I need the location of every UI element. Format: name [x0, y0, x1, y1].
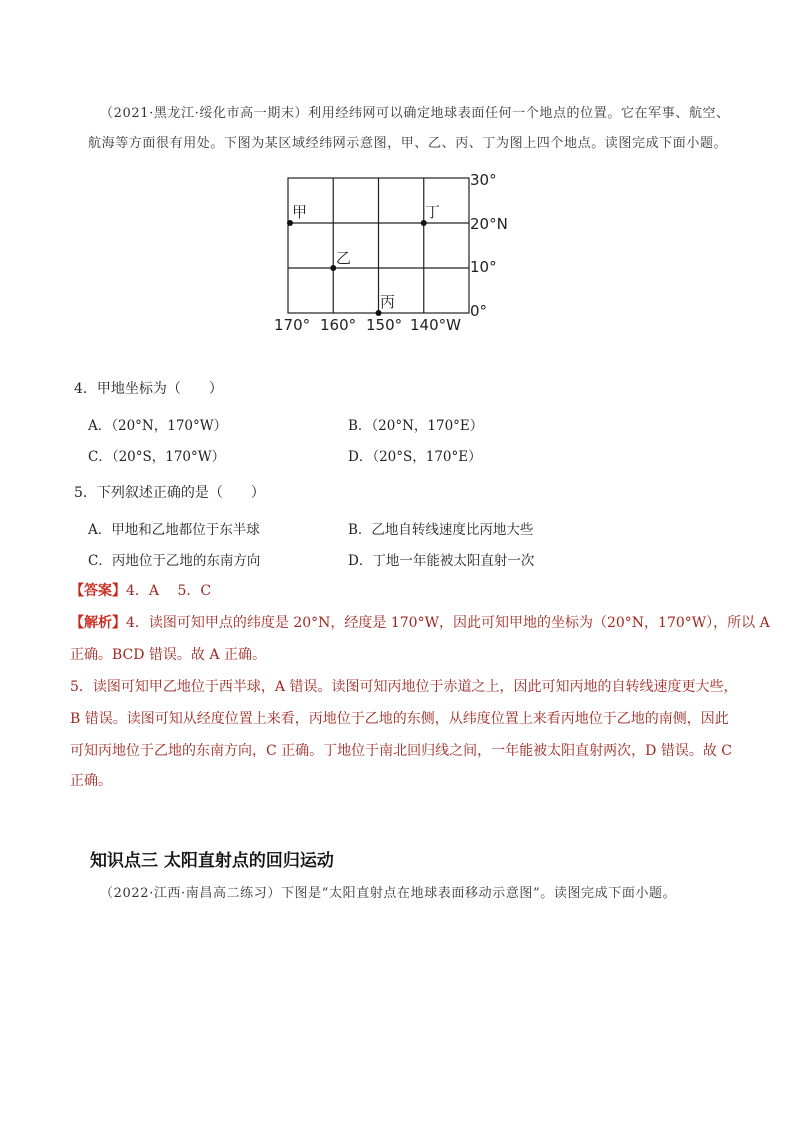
q4-option-d[interactable]: D．（20°S，170°E）: [348, 449, 482, 465]
analysis-line-1: [70, 612, 770, 632]
analysis-line-2: 正确。BCD 错误。故 A 正确。: [70, 647, 266, 663]
point-ding-label: 丁: [425, 203, 441, 221]
analysis-text-1: 4．读图可知甲点的纬度是 20°N，经度是 170°W，因此可知甲地的坐标为（20°N，170°W），所以 A: [126, 615, 770, 631]
q5-option-c[interactable]: C．丙地位于乙地的东南方向: [88, 553, 261, 569]
grid-lines: [288, 178, 469, 313]
q4-option-c[interactable]: C．（20°S，170°W）: [88, 449, 226, 465]
point-bing-label: 丙: [380, 293, 396, 311]
intro-line-1: （2021·黑龙江·绥化市高一期末）利用经纬网可以确定地球表面任何一个地点的位置。它在军事、航空、: [100, 106, 730, 121]
q5-option-a[interactable]: A．甲地和乙地都位于东半球: [88, 522, 260, 538]
q5-option-b[interactable]: B．乙地自转线速度比丙地大些: [348, 522, 534, 538]
lat-label-10: 10°: [470, 258, 497, 276]
q5-option-d[interactable]: D．丁地一年能被太阳直射一次: [348, 553, 535, 569]
q4-option-a[interactable]: A．（20°N，170°W）: [88, 418, 228, 434]
q4-option-b[interactable]: B．（20°N，170°E）: [348, 418, 484, 434]
analysis-line-6: 正确。: [70, 773, 112, 789]
analysis-line-3: 5．读图可知甲乙地位于西半球，A 错误。读图可知丙地位于赤道之上，因此可知丙地的自转线速度更大些，: [70, 679, 738, 695]
answer-line: [70, 580, 211, 600]
q5-stem: 5．下列叙述正确的是（ ）: [74, 485, 265, 501]
section-intro: （2022·江西·南昌高二练习）下图是“太阳直射点在地球表面移动示意图”。读图完成下面小题。: [100, 886, 677, 901]
point-yi-label: 乙: [336, 249, 352, 267]
lon-label-170: 170°: [274, 316, 311, 334]
q4-stem: 4．甲地坐标为（ ）: [74, 381, 223, 397]
lat-lon-grid-map: [270, 168, 520, 338]
analysis-tag: 【解析】: [70, 615, 126, 631]
analysis-line-5: 可知丙地位于乙地的东南方向，C 正确。丁地位于南北回归线之间，一年能被太阳直射两次，D 错误。故 C: [70, 743, 732, 759]
lat-label-0: 0°: [470, 302, 488, 320]
answer-text: 4．A 5．C: [126, 583, 212, 599]
lon-label-160: 160°: [320, 316, 357, 334]
lon-label-150: 150°: [366, 316, 403, 334]
lon-label-140w: 140°W: [410, 316, 461, 334]
lat-label-20n: 20°N: [470, 215, 508, 233]
section-heading: 知识点三 太阳直射点的回归运动: [90, 851, 334, 871]
answer-tag: 【答案】: [70, 583, 126, 599]
analysis-line-4: B 错误。读图可知从经度位置上来看，丙地位于乙地的东侧，从纬度位置上来看丙地位于乙地的南侧，因此: [70, 711, 729, 727]
point-jia-label: 甲: [292, 203, 308, 221]
intro-line-2: 航海等方面很有用处。下图为某区域经纬网示意图，甲、乙、丙、丁为图上四个地点。读图完成下面小题。: [88, 136, 728, 151]
lat-label-30: 30°: [470, 171, 497, 189]
